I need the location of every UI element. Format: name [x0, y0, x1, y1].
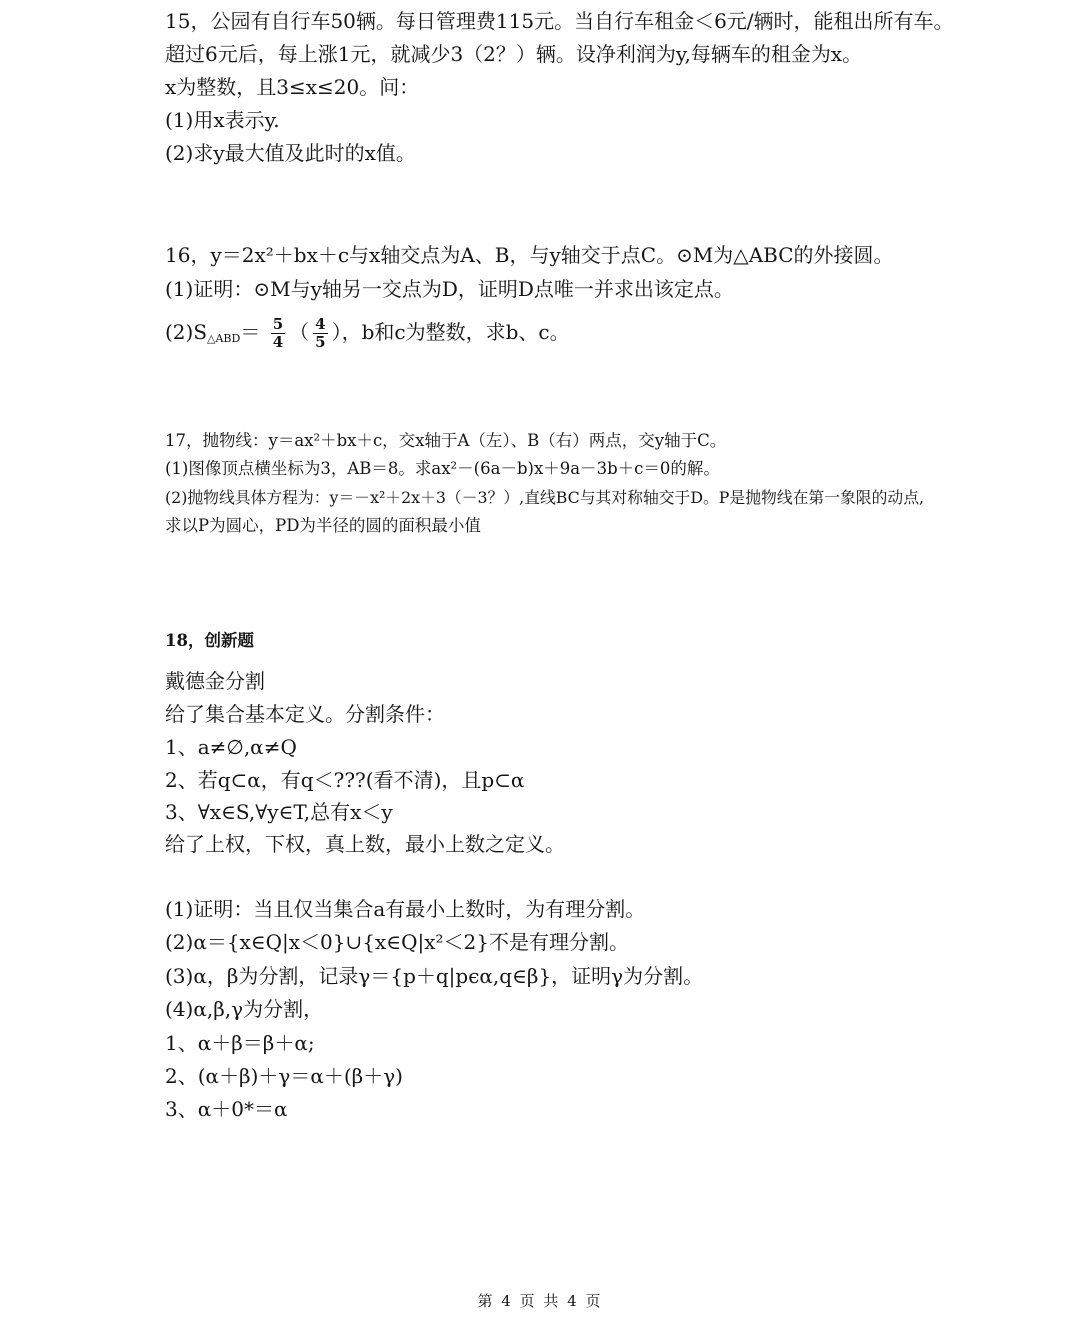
q15-line3: x为整数，且3≤x≤20。问：: [165, 75, 420, 99]
q18-condition-2: 2、若q⊂α，有q＜???(看不清)，且p⊂α: [165, 768, 525, 792]
q16-part2-suffix: ，b和c为整数，求b、c。: [341, 320, 570, 344]
q18-condition-3: 3、∀x∈S,∀y∈T,总有x＜y: [165, 800, 393, 824]
q16-part1: (1)证明：⊙M与y轴另一交点为D，证明D点唯一并求出该定点。: [165, 277, 734, 301]
q17-part1: (1)图像顶点横坐标为3，AB＝8。求ax²－(6a－b)x＋9a－3b＋c＝0的解。: [165, 459, 720, 478]
q15-line2: 超过6元后，每上涨1元，就减少3（2？）辆。设净利润为y,每辆车的租金为x。: [165, 42, 863, 66]
q16-fraction-2: [313, 316, 327, 351]
q18-property-2: 2、(α＋β)＋γ＝α＋(β＋γ): [165, 1064, 403, 1088]
page-number: 第 4 页 共 4 页: [477, 1292, 603, 1310]
q16-fraction-1-denominator: 4: [272, 333, 284, 351]
q18-part4: (4)α,β,γ为分割，: [165, 997, 324, 1021]
q16-part2-prefix: (2)S: [165, 320, 208, 344]
q18-property-1: 1、α＋β＝β＋α;: [165, 1031, 315, 1055]
q16-area-subscript: △ABD: [207, 332, 241, 345]
q16-paren-open: （: [289, 320, 310, 344]
q16-equals: ＝: [240, 320, 261, 344]
q17-part2-line1: (2)抛物线具体方程为：y＝－x²＋2x＋3（－3？）,直线BC与其对称轴交于D。P是抛物线在第一象限的动点,: [165, 488, 925, 507]
q15-part2: (2)求y最大值及此时的x值。: [165, 141, 416, 165]
q18-title: 18，创新题: [165, 631, 254, 650]
q17-line1: 17，抛物线：y＝ax²＋bx＋c，交x轴于A（左）、B（右）两点，交y轴于C。: [165, 431, 727, 450]
q16-line1: 16，y＝2x²＋bx＋c与x轴交点为A、B，与y轴交于点C。⊙M为△ABC的外接圆。: [165, 243, 894, 267]
q16-fraction-1-numerator: 5: [272, 315, 284, 333]
q18-condition-1: 1、a≠∅,α≠Q: [165, 735, 297, 759]
q18-definitions: 给了上权，下权，真上数，最小上数之定义。: [165, 832, 565, 856]
q18-subtitle: 戴德金分割: [165, 669, 265, 693]
q16-fraction-1: [271, 316, 285, 351]
q18-part3: (3)α，β为分割，记录γ＝{p＋q|pϵα,q∈β}，证明γ为分割。: [165, 964, 704, 988]
q15-line1: 15，公园有自行车50辆。每日管理费115元。当自行车租金＜6元/辆时，能租出所有车。: [165, 9, 954, 33]
q18-part2: (2)α＝{x∈Q|x＜0}∪{x∈Q|x²＜2}不是有理分割。: [165, 930, 629, 954]
q18-intro: 给了集合基本定义。分割条件：: [165, 702, 445, 726]
q16-fraction-2-denominator: 5: [315, 333, 326, 351]
q16-part2: [165, 312, 570, 359]
q16-fraction-2-numerator: 4: [315, 315, 326, 333]
q18-property-3: 3、α＋0*＝α: [165, 1097, 288, 1121]
q17-part2-line2: 求以P为圆心，PD为半径的圆的面积最小值: [165, 516, 481, 535]
q16-paren-close: ）: [331, 320, 342, 344]
q18-part1: (1)证明：当且仅当集合a有最小上数时，为有理分割。: [165, 897, 646, 921]
q15-part1: (1)用x表示y.: [165, 108, 280, 132]
